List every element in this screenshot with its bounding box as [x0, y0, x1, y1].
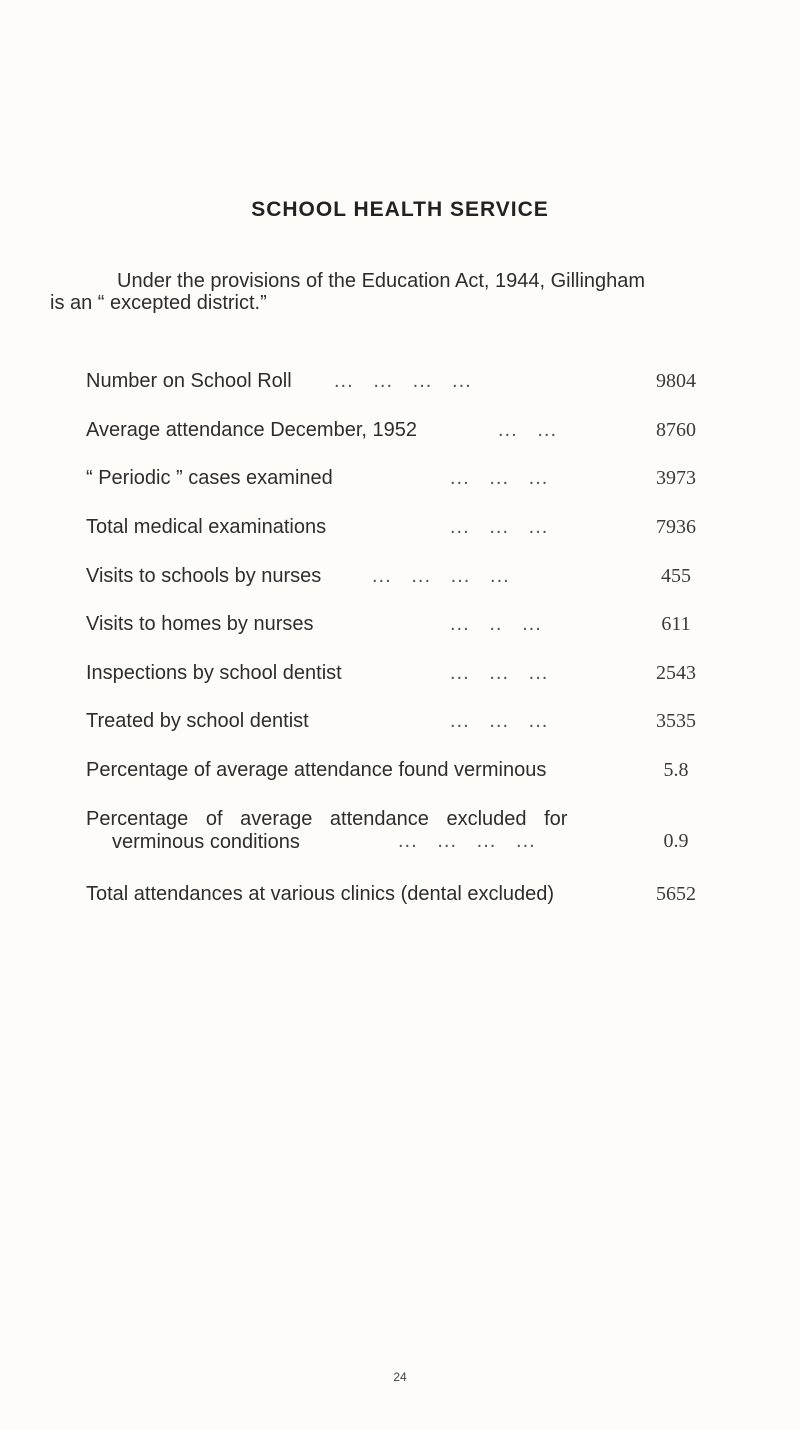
stat-value: 3535 — [656, 710, 696, 732]
stat-row-school-roll — [86, 370, 726, 400]
stat-value: 8760 — [656, 419, 696, 441]
stat-row-school-visits — [86, 565, 726, 595]
page-number: 24 — [393, 1370, 407, 1384]
stat-value: 0.9 — [663, 830, 689, 852]
stat-row-verminous-excluded — [86, 808, 726, 854]
stat-label-line-1: Percentage of average attendance excluded for — [86, 808, 568, 830]
dot-leaders: ... .. ... — [450, 613, 542, 635]
dot-leaders: ... ... ... ... — [334, 370, 472, 392]
stat-label: Average attendance December, 1952 — [86, 419, 417, 441]
intro-line-2: is an “ excepted district.” — [50, 292, 267, 314]
stat-label: Total medical examinations — [86, 516, 327, 538]
stat-label: Total attendances at various clinics (dental excluded) — [86, 883, 555, 905]
dot-leaders: ... ... ... — [450, 467, 549, 489]
stat-value: 455 — [661, 565, 691, 587]
stat-label: “ Periodic ” cases examined — [86, 467, 333, 489]
dot-leaders: ... ... ... — [450, 516, 549, 538]
stat-label: Visits to schools by nurses — [86, 565, 322, 587]
stat-value: 5652 — [656, 883, 696, 905]
stat-value: 2543 — [656, 662, 696, 684]
stat-row-home-visits — [86, 613, 726, 643]
stat-row-clinic-attendances — [86, 883, 726, 913]
dot-leaders: ... ... ... ... — [398, 830, 536, 852]
dot-leaders: ... ... ... — [450, 710, 549, 732]
stat-label: Number on School Roll — [86, 370, 292, 392]
dot-leaders: ... ... ... — [450, 662, 549, 684]
stat-label: Inspections by school dentist — [86, 662, 342, 684]
stat-value: 5.8 — [663, 759, 689, 781]
stat-row-verminous-found — [86, 759, 726, 789]
intro-line-1: Under the provisions of the Education Act, 1944, Gillingham — [117, 270, 646, 292]
stat-label: Treated by school dentist — [86, 710, 309, 732]
stat-value: 7936 — [656, 516, 696, 538]
stat-value: 611 — [661, 613, 691, 635]
stat-value: 9804 — [656, 370, 696, 392]
stat-value: 3973 — [656, 467, 696, 489]
stat-label: Visits to homes by nurses — [86, 613, 314, 635]
stat-label-line-2: verminous conditions — [112, 831, 300, 853]
stat-row-total-medical — [86, 516, 726, 546]
stat-row-average-attendance — [86, 419, 726, 449]
stat-row-dentist-treated — [86, 710, 726, 740]
page-title: SCHOOL HEALTH SERVICE — [251, 198, 549, 221]
stat-row-periodic-cases — [86, 467, 726, 497]
stat-label: Percentage of average attendance found verminous — [86, 759, 547, 781]
dot-leaders: ... ... — [498, 419, 558, 441]
intro-paragraph — [50, 270, 795, 314]
dot-leaders: ... ... ... ... — [372, 565, 510, 587]
stat-row-dentist-inspections — [86, 662, 726, 692]
